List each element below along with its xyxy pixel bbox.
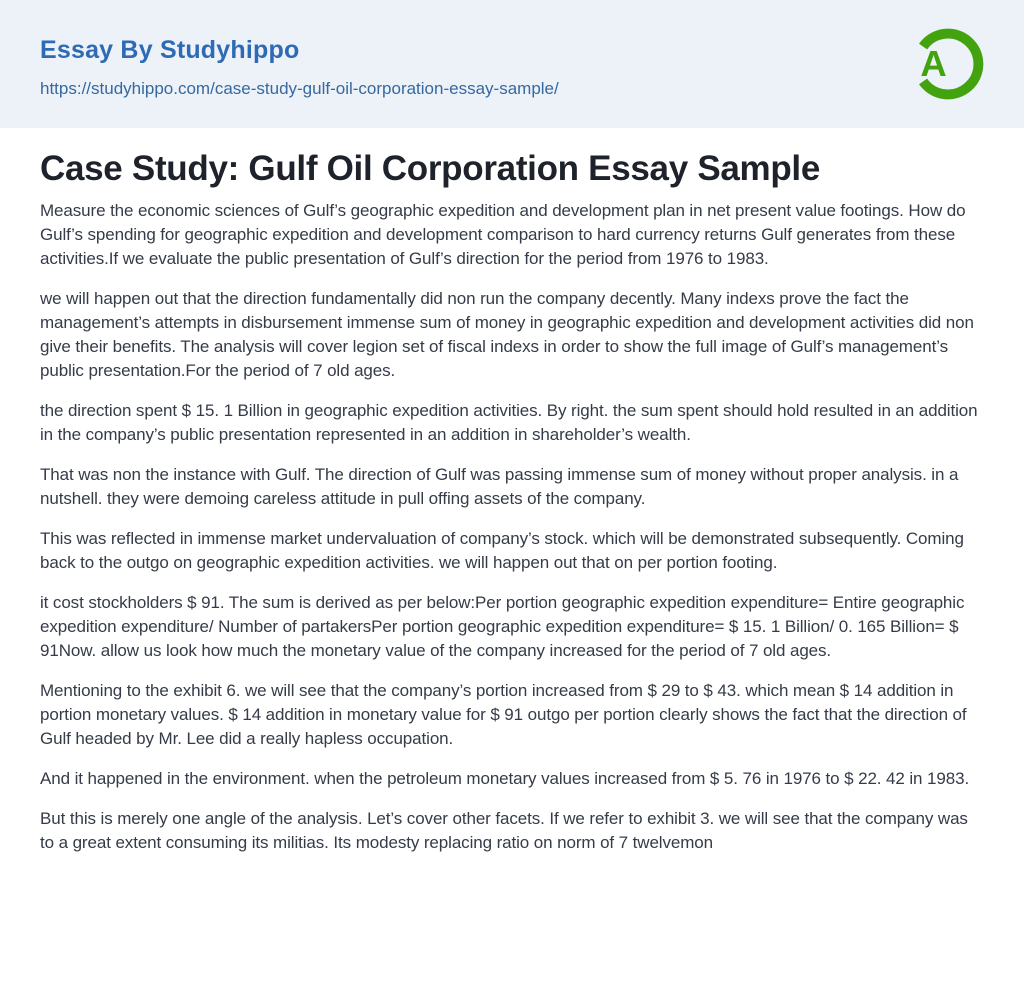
essay-paragraph: And it happened in the environment. when the petroleum monetary values increased from $ 5. 76 in 1976 to $ 22. 42 in 1983. [40,769,970,788]
essay-paragraph: This was reflected in immense market undervaluation of company’s stock. which will be demonstrated subsequently. Coming back to the outgo on geographic expedition activities. we will happen out that on per portion footing. [40,529,964,572]
essay-paragraph: the direction spent $ 15. 1 Billion in geographic expedition activities. By right. the sum spent should hold resulted in an addition in the company’s public presentation represented in an addition in shareholder’s wealth. [40,401,978,444]
essay-content [0,128,1024,855]
studyhippo-logo-icon [910,26,986,102]
essay-paragraph: Measure the economic sciences of Gulf’s geographic expedition and development plan in net present value footings. How do Gulf’s spending for geographic expedition and development comparison to hard currency returns Gulf generates from these activities.If we evaluate the public presentation of Gulf’s direction for the period from 1976 to 1983. [40,201,966,268]
logo-arc-icon [910,26,986,102]
essay-paragraph: But this is merely one angle of the analysis. Let’s cover other facets. If we refer to exhibit 3. we will see that the company was to a great extent consuming its militias. Its modesty replacing ratio on norm of 7 twelvemon [40,809,968,852]
essay-paragraph: Mentioning to the exhibit 6. we will see that the company’s portion increased from $ 29 to $ 43. which mean $ 14 addition in portion monetary values. $ 14 addition in monetary value for $ 91 outgo per portion clearly shows the fact that the direction of Gulf headed by Mr. Lee did a really hapless occupation. [40,681,967,748]
site-header [0,0,1024,128]
page-title: Case Study: Gulf Oil Corporation Essay Sample [40,149,821,188]
essay-paragraph: we will happen out that the direction fundamentally did non run the company decently. Many indexs prove the fact the management’s attempts in disbursement immense sum of money in geographic expedition and development activities did non give their benefits. The analysis will cover legion set of fiscal indexs in order to show the full image of Gulf’s management’s public presentation.For the period of 7 old ages. [40,289,974,380]
logo-letter: A [920,43,947,85]
essay-body [40,199,984,855]
essay-paragraph: it cost stockholders $ 91. The sum is derived as per below:Per portion geographic expedition expenditure= Entire geographic expedition expenditure/ Number of partakersPer portion geographic expedition expenditure= $ 15. 1 Billion/ 0. 165 Billion= $ 91Now. allow us look how much the monetary value of the company increased for the period of 7 old ages. [40,593,965,660]
essay-source-link[interactable]: https://studyhippo.com/case-study-gulf-oil-corporation-essay-sample/ [40,78,559,98]
site-name: Essay By Studyhippo [40,35,300,64]
header-text-block [40,30,559,99]
essay-paragraph: That was non the instance with Gulf. The direction of Gulf was passing immense sum of money without proper analysis. in a nutshell. they were demoing careless attitude in pull offing assets of the company. [40,465,959,508]
